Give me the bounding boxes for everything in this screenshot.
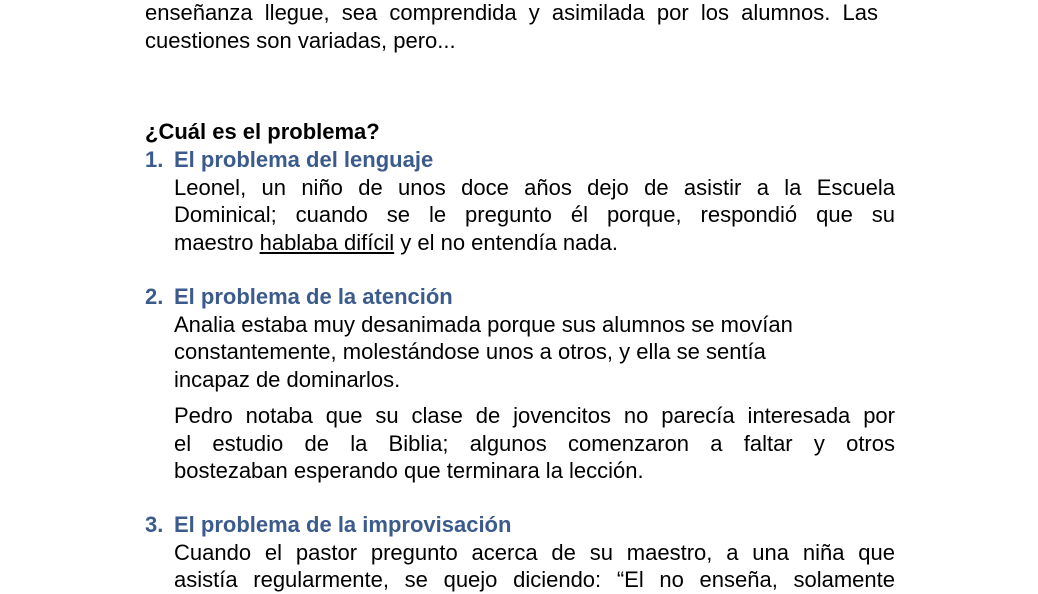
section-heading-3 [145, 511, 511, 539]
s2-p1-line-1: Analia estaba muy desanimada porque sus alumnos se movían [174, 312, 793, 337]
intro-line-2: cuestiones son variadas, pero... [145, 28, 456, 53]
section-title-3: El problema de la improvisación [174, 512, 512, 537]
s1-line-2: Dominical; cuando se le pregunto él porque, respondió que su [174, 202, 895, 227]
section-question: ¿Cuál es el problema? [145, 119, 380, 144]
section-title-1: El problema del lenguaje [174, 147, 434, 172]
section-number-2: 2. [145, 284, 164, 309]
s1-underlined-phrase: hablaba difícil [259, 230, 395, 255]
s1-line-3-end: y el no entendía nada. [394, 230, 618, 255]
section-heading-1 [145, 146, 433, 174]
s2-p2-line-3: bostezaban esperando que terminara la lección. [174, 458, 644, 483]
s2-p2-line-2: el estudio de la Biblia; algunos comenzaron a faltar y otros [174, 431, 895, 456]
s3-line-2-cut: asistía regularmente, se quejo diciendo: “El no enseña, solamente [174, 567, 895, 592]
s3-line-1: Cuando el pastor pregunto acerca de su maestro, a una niña que [174, 540, 895, 565]
s2-p1-line-2: constantemente, molestándose unos a otros, y ella se sentía [174, 339, 766, 364]
section-heading-2 [145, 283, 453, 311]
section-title-2: El problema de la atención [174, 284, 453, 309]
s2-p2-line-1: Pedro notaba que su clase de jovencitos no parecía interesada por [174, 403, 895, 428]
intro-line-1: enseñanza llegue, sea comprendida y asimilada por los alumnos. Las [145, 0, 878, 25]
s1-line-1: Leonel, un niño de unos doce años dejo de asistir a la Escuela [174, 175, 895, 200]
section-number-3: 3. [145, 512, 164, 537]
s1-line-3-start: maestro [174, 230, 260, 255]
s1-line-3 [174, 229, 618, 257]
section-number-1: 1. [145, 147, 164, 172]
s2-p1-line-3: incapaz de dominarlos. [174, 367, 401, 392]
